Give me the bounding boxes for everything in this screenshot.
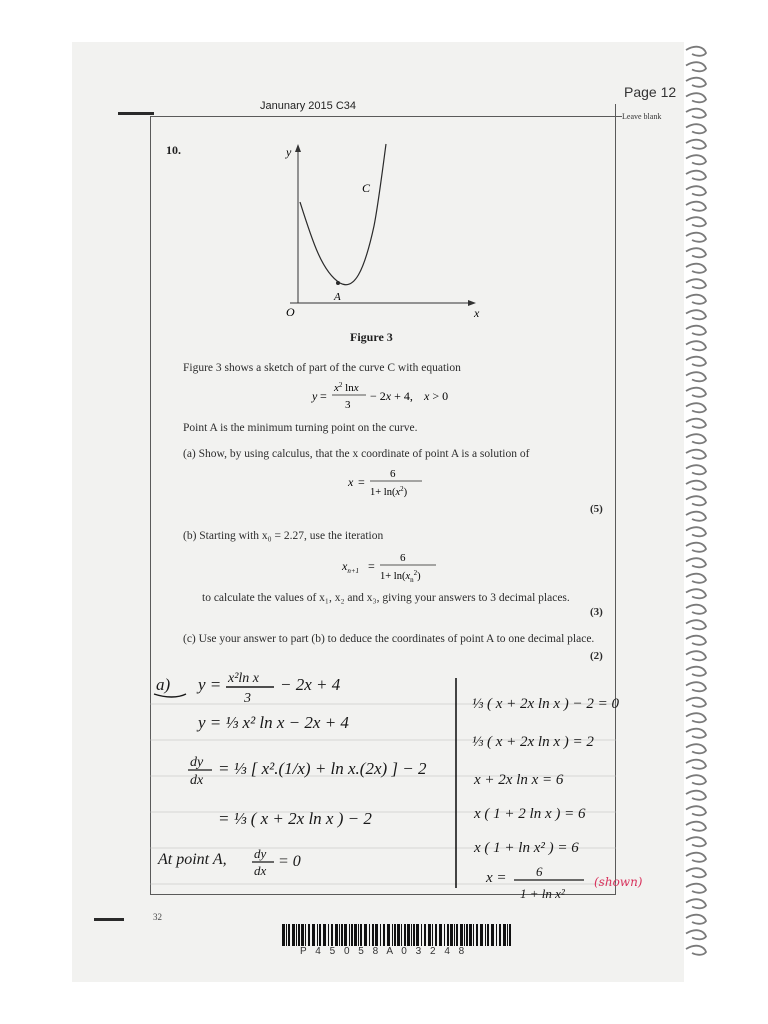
barcode-bar	[507, 924, 508, 946]
barcode-bar	[464, 924, 465, 946]
svg-text:x: x	[348, 475, 354, 489]
barcode-bar	[335, 924, 338, 946]
spiral-loop	[686, 651, 706, 660]
spiral-loop	[686, 729, 706, 738]
spiral-loop	[686, 124, 706, 133]
curve-equation	[310, 378, 460, 414]
spiral-loop	[686, 667, 706, 676]
spiral-loop	[686, 853, 706, 862]
barcode-bar	[480, 924, 483, 946]
spiral-loop	[686, 264, 706, 273]
barcode-bar	[387, 924, 390, 946]
spiral-loop	[686, 78, 706, 87]
spiral-loop	[686, 558, 706, 567]
frame-top-rule	[150, 116, 622, 117]
spiral-loop	[686, 915, 706, 924]
svg-text:1 + ln x²: 1 + ln x²	[520, 886, 565, 901]
barcode-bar	[360, 924, 362, 946]
spiral-loop	[686, 589, 706, 598]
question-number: 10.	[166, 143, 181, 157]
svg-text:a): a)	[156, 675, 171, 694]
spiral-loop	[686, 791, 706, 800]
barcode-bar	[319, 924, 321, 946]
spiral-loop	[686, 744, 706, 753]
svg-text:1+ ln(x2): $1+ \ln(x^2)$	[370, 485, 408, 498]
barcode-bar	[296, 924, 297, 946]
barcode-bar	[421, 924, 422, 946]
spiral-loop	[686, 512, 706, 521]
barcode-bar	[339, 924, 340, 946]
barcode-bar	[328, 924, 329, 946]
barcode-bar	[424, 924, 426, 946]
barcode	[282, 924, 514, 948]
barcode-bar	[301, 924, 304, 946]
spiral-loop	[686, 186, 706, 195]
barcode-bar	[485, 924, 486, 946]
svg-text:x2 lnx: $x^2$ lnx	[334, 381, 359, 394]
svg-text:6: 6	[400, 552, 406, 564]
barcode-bar	[413, 924, 415, 946]
barcode-bar	[349, 924, 350, 946]
part-b-instructions: to calculate the values of x₁, x₂ and x₃, giving your answers to 3 decimal places.	[202, 592, 570, 604]
svg-text:x =: x =	[486, 870, 507, 886]
spiral-loop	[686, 868, 706, 877]
question-intro: Figure 3 shows a sketch of part of the curve C with equation	[183, 362, 461, 374]
part-a-equation	[346, 466, 436, 502]
barcode-bar	[476, 924, 478, 946]
barcode-bar	[375, 924, 378, 946]
svg-text:x + 2x ln x = 6: x + 2x ln x = 6	[474, 772, 564, 788]
svg-text:6: 6	[536, 864, 543, 879]
spiral-loop	[686, 698, 706, 707]
spiral-loop	[686, 574, 706, 583]
barcode-bar	[354, 924, 357, 946]
exam-title: Janunary 2015 C34	[260, 100, 357, 112]
barcode-bar	[499, 924, 501, 946]
y-axis-label: y	[286, 145, 292, 159]
svg-text:⅓ ( x + 2x ln x ) − 2 = 0: ⅓ ( x + 2x ln x ) − 2 = 0	[472, 696, 619, 712]
spiral-loop	[686, 202, 706, 211]
handwritten-working-right	[458, 668, 648, 904]
spiral-loop	[686, 806, 706, 815]
barcode-bar	[292, 924, 295, 946]
barcode-bar	[305, 924, 306, 946]
barcode-bar	[460, 924, 463, 946]
spiral-loop	[686, 326, 706, 335]
origin-label: O	[286, 305, 295, 319]
spiral-loop	[686, 465, 706, 474]
barcode-bar	[435, 924, 437, 946]
barcode-bar	[380, 924, 381, 946]
spiral-loop	[686, 620, 706, 629]
svg-text:=: =	[358, 475, 365, 489]
spiral-loop	[686, 217, 706, 226]
spiral-loop	[686, 388, 706, 397]
barcode-bar	[372, 924, 374, 946]
svg-text:⅓ ( x + 2x ln x ) = 2: ⅓ ( x + 2x ln x ) = 2	[472, 734, 594, 750]
part-b-text: (b) Starting with x₀ = 2.27, use the iteration	[183, 530, 384, 542]
svg-text:= ⅓ [ x².(1/x) + ln x.(2x) ] −: = ⅓ [ x².(1/x) + ln x.(2x) ] − 2	[218, 759, 427, 778]
barcode-bar	[473, 924, 474, 946]
barcode-bar	[288, 924, 290, 946]
barcode-bar	[454, 924, 455, 946]
part-c-marks: (2)	[590, 650, 603, 662]
barcode-bar	[487, 924, 489, 946]
shown-annotation: (shown)	[594, 875, 643, 889]
barcode-bar	[286, 924, 287, 946]
spiral-loop	[686, 822, 706, 831]
barcode-bar	[308, 924, 310, 946]
svg-text:dx: dx	[190, 773, 204, 788]
spiral-loop	[686, 140, 706, 149]
spiral-loop	[686, 372, 706, 381]
figure-caption: Figure 3	[350, 330, 393, 344]
svg-text:− 2x + 4,: − 2x + 4,	[370, 389, 413, 403]
handwritten-working-left	[150, 668, 460, 894]
page-number: 32	[153, 912, 162, 922]
spiral-loop	[686, 47, 706, 56]
barcode-bar	[404, 924, 406, 946]
spiral-loop	[686, 155, 706, 164]
svg-text:dy: dy	[254, 846, 267, 861]
point-a-label: A	[334, 291, 341, 303]
y-axis-arrow	[295, 144, 301, 152]
spiral-loop	[686, 775, 706, 784]
barcode-bar	[341, 924, 343, 946]
barcode-bar	[394, 924, 396, 946]
spiral-loop	[686, 403, 706, 412]
svg-text:x ( 1 + 2 ln x ) = 6: x ( 1 + 2 ln x ) = 6	[474, 806, 586, 822]
svg-text:x > 0: x > 0	[424, 389, 449, 403]
spiral-loop	[686, 713, 706, 722]
spiral-loop	[686, 760, 706, 769]
svg-text:− 2x + 4: − 2x + 4	[280, 675, 341, 694]
svg-text:At point A,: At point A,	[158, 851, 227, 868]
svg-text:=: =	[320, 389, 327, 403]
spiral-loop	[686, 310, 706, 319]
part-a-text: (a) Show, by using calculus, that the x coordinate of point A is a solution of	[183, 448, 530, 460]
spiral-loop	[686, 233, 706, 242]
barcode-bar	[383, 924, 385, 946]
barcode-bar	[411, 924, 412, 946]
barcode-bar	[439, 924, 442, 946]
barcode-bar	[456, 924, 458, 946]
svg-text:x²ln x: x²ln x	[228, 671, 260, 686]
barcode-bar	[503, 924, 506, 946]
spiral-loop	[686, 248, 706, 257]
spiral-loop	[686, 543, 706, 552]
svg-text:y: y	[312, 389, 318, 403]
spiral-loop	[686, 496, 706, 505]
barcode-bar	[331, 924, 333, 946]
svg-text:dx: dx	[254, 863, 267, 878]
spiral-loop	[686, 93, 706, 102]
spiral-loop	[686, 434, 706, 443]
barcode-bar	[358, 924, 359, 946]
barcode-bar	[317, 924, 318, 946]
spiral-loop	[686, 171, 706, 180]
svg-text:6: 6	[390, 468, 396, 480]
part-a-marks: (5)	[590, 503, 603, 515]
spiral-loop	[686, 357, 706, 366]
spiral-binding	[684, 40, 710, 960]
spiral-loop	[686, 837, 706, 846]
part-c-text: (c) Use your answer to part (b) to deduce the coordinates of point A to one decimal place.	[183, 633, 595, 645]
barcode-bar	[401, 924, 402, 946]
part-b-iteration	[340, 550, 440, 586]
svg-text:x ( 1 + ln x² ) = 6: x ( 1 + ln x² ) = 6	[474, 840, 579, 856]
svg-text:3: 3	[244, 691, 251, 706]
spiral-loop	[686, 682, 706, 691]
curve-c-label: C	[362, 181, 371, 195]
spiral-loop	[686, 527, 706, 536]
barcode-text: P 4 5 0 5 8 A 0 3 2 4 8	[300, 946, 468, 957]
svg-text:= ⅓ ( x + 2x ln x ) − 2: = ⅓ ( x + 2x ln x ) − 2	[218, 809, 372, 828]
spiral-loop	[686, 279, 706, 288]
barcode-bar	[298, 924, 300, 946]
spiral-loop	[686, 946, 706, 955]
spiral-loop	[686, 899, 706, 908]
page-label: Page 12	[624, 84, 677, 100]
barcode-bar	[392, 924, 393, 946]
barcode-bar	[351, 924, 353, 946]
figure-3-sketch	[270, 140, 500, 325]
svg-text:= 0: = 0	[278, 853, 301, 870]
spiral-loop	[686, 295, 706, 304]
point-a-statement: Point A is the minimum turning point on the curve.	[183, 422, 418, 434]
barcode-bar	[416, 924, 419, 946]
svg-text:y =: y =	[198, 675, 222, 694]
left-margin-mark	[118, 112, 154, 115]
barcode-bar	[466, 924, 468, 946]
svg-text:3: 3	[345, 399, 351, 411]
spiral-loop	[686, 930, 706, 939]
barcode-bar	[407, 924, 410, 946]
spiral-loop	[686, 884, 706, 893]
svg-text:xn+1: $x_{n+1}$	[342, 559, 360, 575]
bottom-margin-mark	[94, 918, 124, 921]
barcode-bar	[369, 924, 370, 946]
barcode-bar	[496, 924, 497, 946]
svg-text:y = ⅓ x² ln x − 2x + 4: y = ⅓ x² ln x − 2x + 4	[198, 713, 349, 732]
barcode-bar	[491, 924, 494, 946]
part-b-marks: (3)	[590, 606, 603, 618]
barcode-bar	[312, 924, 315, 946]
barcode-bar	[428, 924, 431, 946]
barcode-bar	[432, 924, 433, 946]
barcode-bar	[444, 924, 445, 946]
svg-text:=: =	[368, 559, 375, 573]
spiral-loop	[686, 419, 706, 428]
spiral-loop	[686, 636, 706, 645]
svg-text:dy: dy	[190, 755, 204, 770]
barcode-bar	[282, 924, 285, 946]
barcode-bar	[364, 924, 367, 946]
spiral-loop	[686, 341, 706, 350]
spiral-loop	[686, 481, 706, 490]
spiral-loop	[686, 62, 706, 71]
spiral-loop	[686, 605, 706, 614]
barcode-bar	[509, 924, 511, 946]
barcode-bar	[397, 924, 400, 946]
leave-blank-label: Leave blank	[622, 112, 662, 121]
barcode-bar	[323, 924, 326, 946]
curve-c	[300, 144, 386, 285]
barcode-bar	[447, 924, 449, 946]
barcode-bar	[344, 924, 347, 946]
barcode-bar	[469, 924, 472, 946]
barcode-bar	[450, 924, 453, 946]
spiral-loop	[686, 450, 706, 459]
spiral-loop	[686, 109, 706, 118]
point-a-marker	[336, 281, 340, 285]
x-axis-label: x	[474, 306, 480, 320]
svg-text:1+ ln(xn2): $1+ \ln(x_n^2)$	[380, 569, 421, 584]
